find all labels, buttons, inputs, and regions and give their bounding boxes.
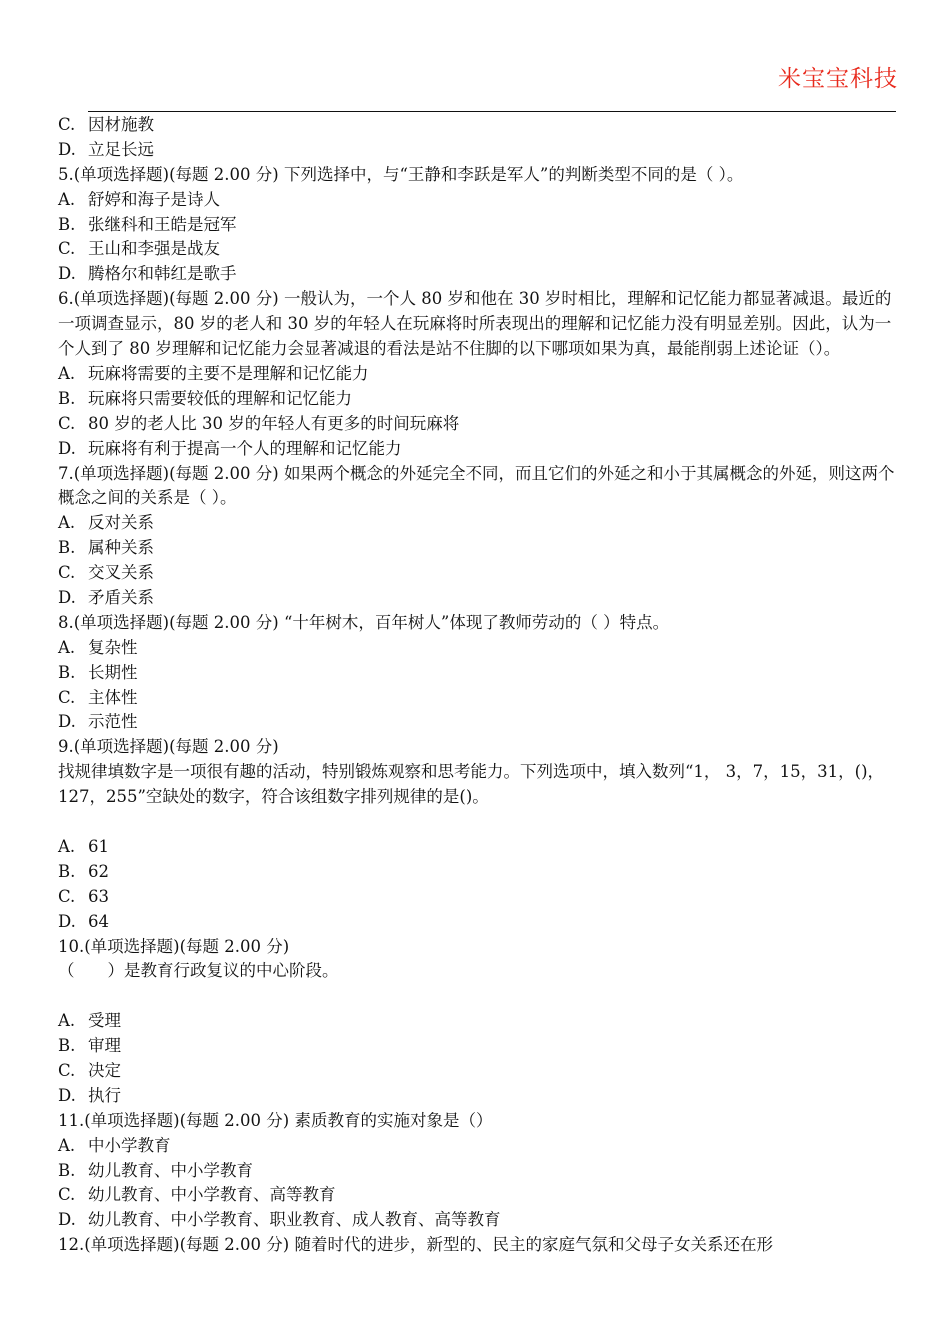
- question-body: 找规律填数字是一项很有趣的活动，特别锻炼观察和思考能力。下列选项中，填入数列“1， 3，7，15，31，()，127，255”空缺处的数字，符合该组数字排列规律的是()。: [58, 762, 885, 807]
- question-stem: 12.(单项选择题)(每题 2.00 分) 随着时代的进步，新型的、民主的家庭气氛和父母子女关系还在形: [58, 1235, 773, 1255]
- option-c: C. 主体性: [58, 687, 138, 707]
- question-stem: 10.(单项选择题)(每题 2.00 分): [58, 936, 290, 956]
- question-body: （ ）是教育行政复议的中心阶段。: [58, 961, 339, 981]
- question-stem: 9.(单项选择题)(每题 2.00 分): [58, 737, 279, 757]
- option-c: C. 因材施教: [58, 115, 154, 134]
- question-stem: 6.(单项选择题)(每题 2.00 分) 一般认为，一个人 80 岁和他在 30 岁时相比，理解和记忆能力都显著减退。最近的一项调查显示，80 岁的老人和 30 岁的年轻人在玩麻将时所表现出的理解和记忆能力没有明显差别。因此，认为一个人到了 80 岁理解和记忆能力会显著减退的看法是站不住脚的以下哪项如果为真，最能削弱上述论证（）。: [58, 289, 892, 359]
- option-a: A. 反对关系: [58, 513, 154, 533]
- option-d: D. 立足长远: [58, 139, 154, 159]
- option-b: B. 审理: [58, 1036, 121, 1056]
- option-a: A. 受理: [58, 1011, 121, 1031]
- header-divider: [88, 111, 896, 112]
- option-c: C. 决定: [58, 1060, 121, 1080]
- option-d: D. 腾格尔和韩红是歌手: [58, 264, 237, 284]
- blank-line: [58, 810, 898, 835]
- brand-logo-text: 米宝宝科技: [778, 66, 898, 92]
- option-b: B. 玩麻将只需要较低的理解和记忆能力: [58, 388, 352, 408]
- option-d: D. 矛盾关系: [58, 588, 154, 607]
- option-b: B. 张继科和王皓是冠军: [58, 214, 237, 234]
- option-d: D. 幼儿教育、中小学教育、职业教育、成人教育、高等教育: [58, 1210, 501, 1230]
- question-stem: 11.(单项选择题)(每题 2.00 分) 素质教育的实施对象是（）: [58, 1110, 493, 1130]
- option-d: D. 玩麻将有利于提高一个人的理解和记忆能力: [58, 438, 402, 458]
- question-stem: 8.(单项选择题)(每题 2.00 分) “十年树木，百年树人”体现了教师劳动的（ ）特点。: [58, 612, 670, 632]
- option-a: A. 玩麻将需要的主要不是理解和记忆能力: [58, 363, 369, 383]
- blank-line: [58, 984, 898, 1009]
- option-b: B. 长期性: [58, 662, 138, 682]
- option-c: C. 幼儿教育、中小学教育、高等教育: [58, 1185, 336, 1205]
- option-b: B. 属种关系: [58, 538, 154, 558]
- option-c: C. 交叉关系: [58, 563, 154, 583]
- option-b: B. 62: [58, 861, 109, 881]
- option-c: C. 80 岁的老人比 30 岁的年轻人有更多的时间玩麻将: [58, 413, 460, 433]
- option-c: C. 63: [58, 886, 109, 906]
- option-d: D. 示范性: [58, 712, 138, 732]
- option-d: D. 执行: [58, 1085, 121, 1105]
- option-b: B. 幼儿教育、中小学教育: [58, 1160, 253, 1180]
- option-c: C. 王山和李强是战友: [58, 239, 220, 259]
- question-stem: 7.(单项选择题)(每题 2.00 分) 如果两个概念的外延完全不同，而且它们的外延之和小于其属概念的外延，则这两个概念之间的关系是（ ）。: [58, 463, 895, 508]
- option-a: A. 61: [58, 836, 109, 856]
- document-body: [58, 113, 898, 1258]
- question-stem: 5.(单项选择题)(每题 2.00 分) 下列选择中，与“王静和李跃是军人”的判断类型不同的是（ ）。: [58, 164, 744, 184]
- option-a: A. 复杂性: [58, 637, 138, 657]
- option-d: D. 64: [58, 911, 109, 931]
- option-a: A. 舒婷和海子是诗人: [58, 189, 220, 209]
- option-a: A. 中小学教育: [58, 1135, 171, 1155]
